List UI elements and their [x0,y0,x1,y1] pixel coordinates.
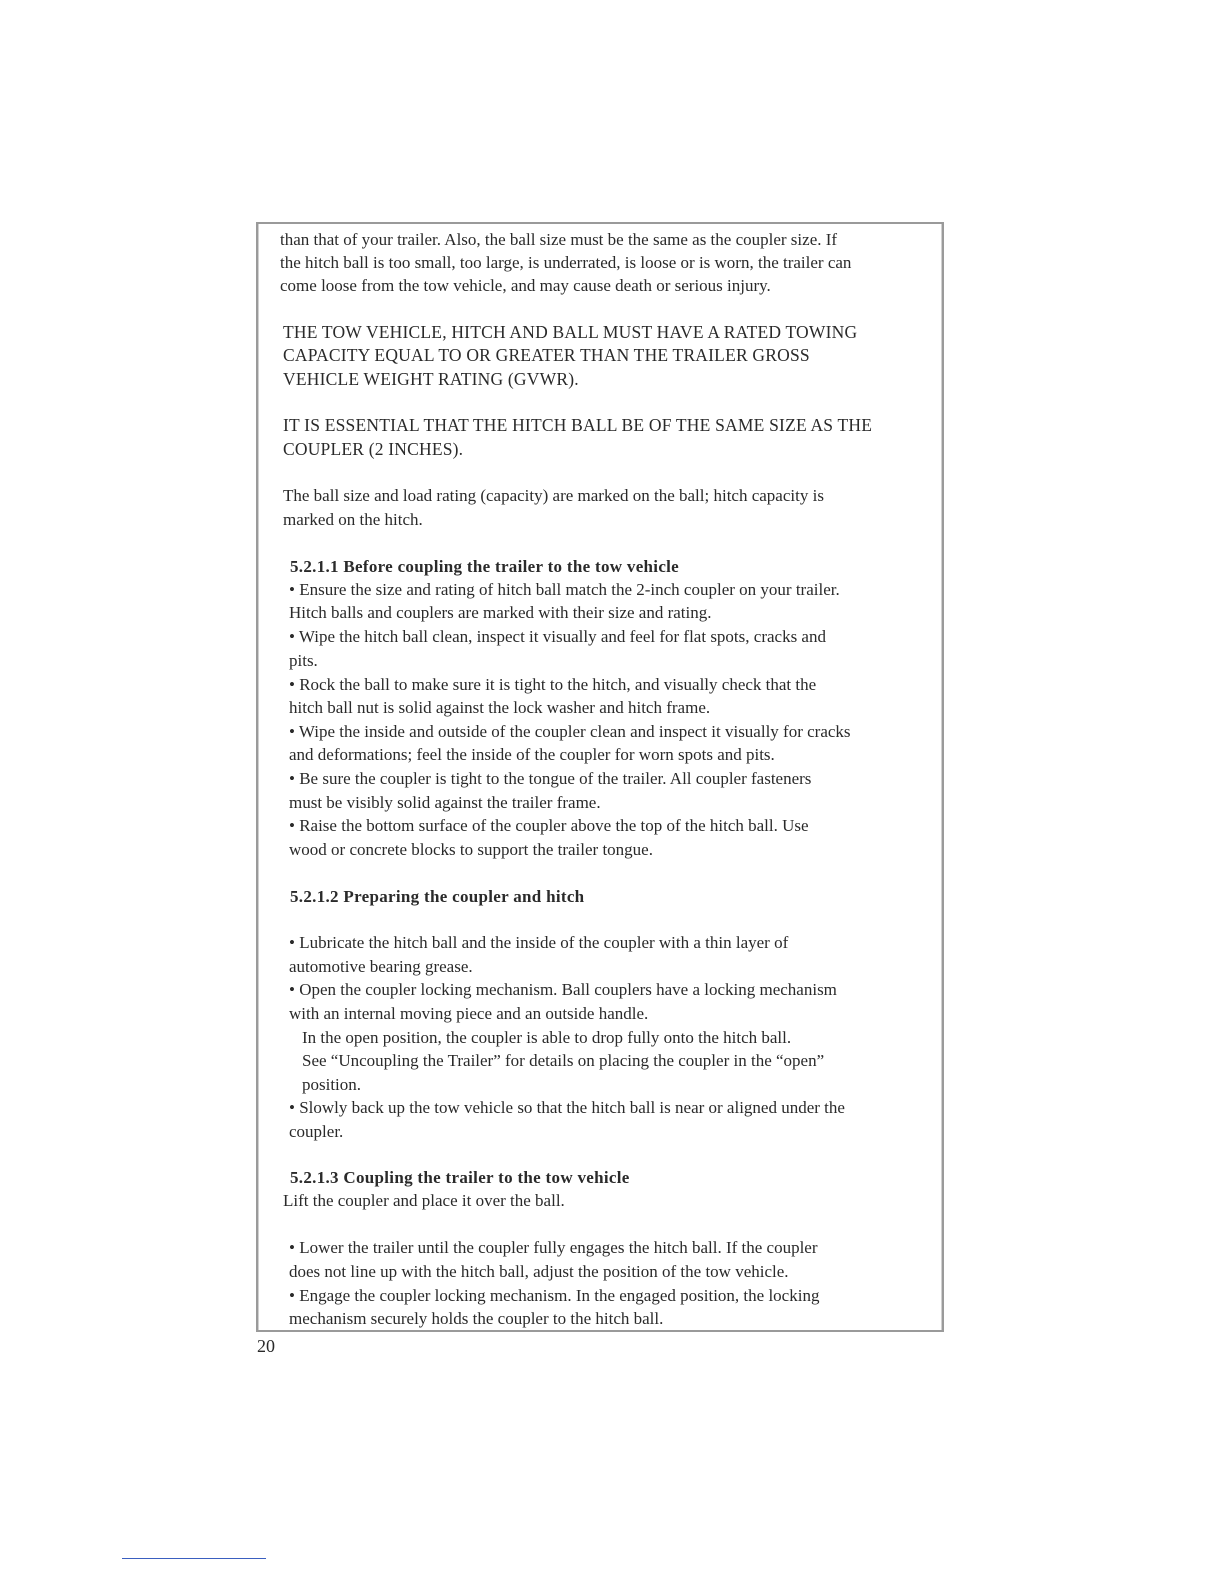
section-heading: 5.2.1.2 Preparing the coupler and hitch [290,887,585,906]
note-line: marked on the hitch. [283,510,423,529]
section-intro: Lift the coupler and place it over the ball. [283,1191,565,1210]
section-line: • Lower the trailer until the coupler fully engages the hitch ball. If the coupler [289,1238,818,1257]
section-line: Hitch balls and couplers are marked with their size and rating. [289,603,712,622]
warning-line: THE TOW VEHICLE, HITCH AND BALL MUST HAVE A RATED TOWING [283,322,858,342]
section-line: hitch ball nut is solid against the lock washer and hitch frame. [289,698,711,717]
footnote-separator [122,1558,266,1559]
section-line: automotive bearing grease. [289,957,473,976]
section-line: coupler. [289,1122,344,1141]
section-line: • Raise the bottom surface of the coupler above the top of the hitch ball. Use [289,816,809,835]
section-line: See “Uncoupling the Trailer” for details on placing the coupler in the “open” [302,1051,825,1070]
section-line: • Be sure the coupler is tight to the tongue of the trailer. All coupler fasteners [289,769,812,788]
warning-line: COUPLER (2 INCHES). [283,439,464,459]
section-line: mechanism securely holds the coupler to the hitch ball. [289,1309,664,1328]
section-heading: 5.2.1.3 Coupling the trailer to the tow vehicle [290,1168,630,1187]
section-line: • Wipe the inside and outside of the coupler clean and inspect it visually for cracks [289,722,851,741]
section-line: • Slowly back up the tow vehicle so that the hitch ball is near or aligned under the [289,1098,845,1117]
warning-line: CAPACITY EQUAL TO OR GREATER THAN THE TRAILER GROSS [283,345,810,365]
section-line: • Rock the ball to make sure it is tight to the hitch, and visually check that the [289,675,817,694]
section-line: • Lubricate the hitch ball and the inside of the coupler with a thin layer of [289,933,789,952]
section-line: with an internal moving piece and an outside handle. [289,1004,649,1023]
section-line: • Ensure the size and rating of hitch ball match the 2-inch coupler on your trailer. [289,580,840,599]
intro-line: the hitch ball is too small, too large, is underrated, is loose or is worn, the trailer can [280,253,852,272]
section-line: must be visibly solid against the trailer frame. [289,793,601,812]
section-heading: 5.2.1.1 Before coupling the trailer to the tow vehicle [290,557,680,576]
warning-line: IT IS ESSENTIAL THAT THE HITCH BALL BE OF THE SAME SIZE AS THE [283,415,873,435]
section-line: In the open position, the coupler is able to drop fully onto the hitch ball. [302,1028,792,1047]
section-line: wood or concrete blocks to support the trailer tongue. [289,840,653,859]
page-number: 20 [257,1336,275,1356]
section-line: and deformations; feel the inside of the coupler for worn spots and pits. [289,745,775,764]
warning-line: VEHICLE WEIGHT RATING (GVWR). [283,369,579,389]
section-line: • Open the coupler locking mechanism. Ball couplers have a locking mechanism [289,980,837,999]
section-line: position. [302,1075,362,1094]
intro-line: come loose from the tow vehicle, and may cause death or serious injury. [280,276,771,295]
section-line: does not line up with the hitch ball, adjust the position of the tow vehicle. [289,1262,789,1281]
intro-line: than that of your trailer. Also, the ball size must be the same as the coupler size. If [280,230,838,249]
section-line: • Engage the coupler locking mechanism. In the engaged position, the locking [289,1286,820,1305]
note-line: The ball size and load rating (capacity) are marked on the ball; hitch capacity is [283,486,824,505]
section-line: • Wipe the hitch ball clean, inspect it visually and feel for flat spots, cracks and [289,627,826,646]
section-line: pits. [289,651,318,670]
